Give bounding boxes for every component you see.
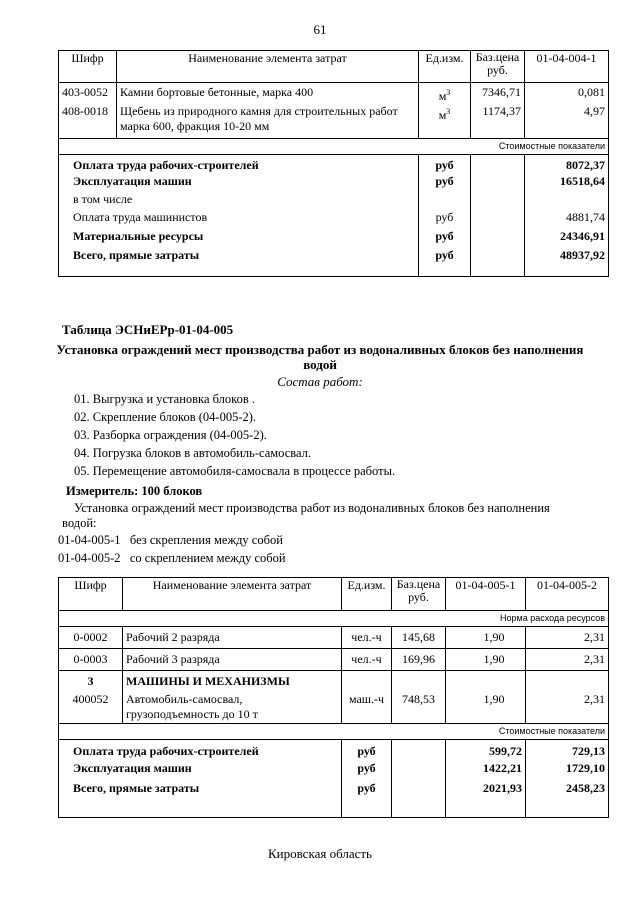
header-col2: 01-04-005-2 <box>526 578 609 611</box>
total-row: Оплата труда рабочих-строителей руб 599,72 729,13 <box>59 739 609 761</box>
section-label-row: Стоимостные показатели <box>59 138 609 154</box>
variant-item: 01-04-005-1 без скрепления между собой <box>58 533 283 547</box>
total-row: Оплата труда машинистов руб 4881,74 <box>59 210 609 229</box>
composition-title: Состав работ: <box>277 374 363 389</box>
table-row: 0-0003 Рабочий 3 разряда чел.-ч 169,96 1,90 2,31 <box>59 649 609 671</box>
section-heading-cont: водой <box>303 357 337 372</box>
resource-table-1 <box>58 50 609 277</box>
total-row: в том числе <box>59 192 609 210</box>
header-price: Баз.цена руб. <box>392 578 446 611</box>
total-row: Всего, прямые затраты руб 2021,93 2458,23 <box>59 781 609 817</box>
work-step: 03. Разборка ограждения (04-005-2). <box>74 428 267 442</box>
total-row: Оплата труда рабочих-строителей руб 8072,37 <box>59 154 609 174</box>
header-unit: Ед.изм. <box>342 578 392 611</box>
work-step: 02. Скрепление блоков (04-005-2). <box>74 410 257 424</box>
header-col1: 01-04-005-1 <box>446 578 526 611</box>
header-code: Шифр <box>59 51 117 83</box>
header-code: Шифр <box>59 578 123 611</box>
variant-item: 01-04-005-2 со скреплением между собой <box>58 551 286 565</box>
total-row: Всего, прямые затраты руб 48937,92 <box>59 248 609 276</box>
group-row: 3 МАШИНЫ И МЕХАНИЗМЫ <box>59 671 609 690</box>
table-header <box>59 578 609 611</box>
table-header <box>59 51 609 83</box>
measure-unit: Измеритель: 100 блоков <box>66 484 203 498</box>
table-row: 403-0052 Камни бортовые бетонные, марка 400 $м^3$ 7346,71 0,081 <box>59 83 609 105</box>
work-step: 01. Выгрузка и установка блоков . <box>74 392 255 406</box>
resource-table-2 <box>58 577 609 818</box>
header-col1: 01-04-004-1 <box>525 51 609 83</box>
header-unit: Ед.изм. <box>419 51 471 83</box>
table-row: 408-0018 Щебень из природного камня для строительных работ марка 600, фракция 10-20 мм $м^3$ 1174,37 4,97 <box>59 104 609 138</box>
header-name: Наименование элемента затрат <box>123 578 342 611</box>
work-step: 05. Перемещение автомобиля-самосвала в процессе работы. <box>74 464 396 478</box>
header-name: Наименование элемента затрат <box>117 51 419 83</box>
table-row: 0-0002 Рабочий 2 разряда чел.-ч 145,68 1,90 2,31 <box>59 627 609 649</box>
description: Установка ограждений мест производства работ из водоналивных блоков без наполнения <box>74 501 550 515</box>
section-label-row: Норма расхода ресурсов <box>59 611 609 627</box>
table-row: 400052 Автомобиль-самосвал, грузоподъемность до 10 т маш.-ч 748,53 1,90 2,31 <box>59 689 609 723</box>
section-heading: Установка ограждений мест производства работ из водоналивных блоков без наполнения <box>56 342 584 357</box>
page-footer: Кировская область <box>267 846 372 861</box>
total-row: Эксплуатация машин руб 1422,21 1729,10 <box>59 761 609 781</box>
total-row: Материальные ресурсы руб 24346,91 <box>59 229 609 248</box>
description-cont: водой: <box>62 516 97 530</box>
section-label-row: Стоимостные показатели <box>59 723 609 739</box>
page-number: 61 <box>313 22 327 37</box>
work-step: 04. Погрузка блоков в автомобиль-самосвал. <box>74 446 312 460</box>
header-price: Баз.цена руб. <box>471 51 525 83</box>
total-row: Эксплуатация машин руб 16518,64 <box>59 174 609 192</box>
table-title: Таблица ЭСНиЕРр-01-04-005 <box>62 322 234 337</box>
